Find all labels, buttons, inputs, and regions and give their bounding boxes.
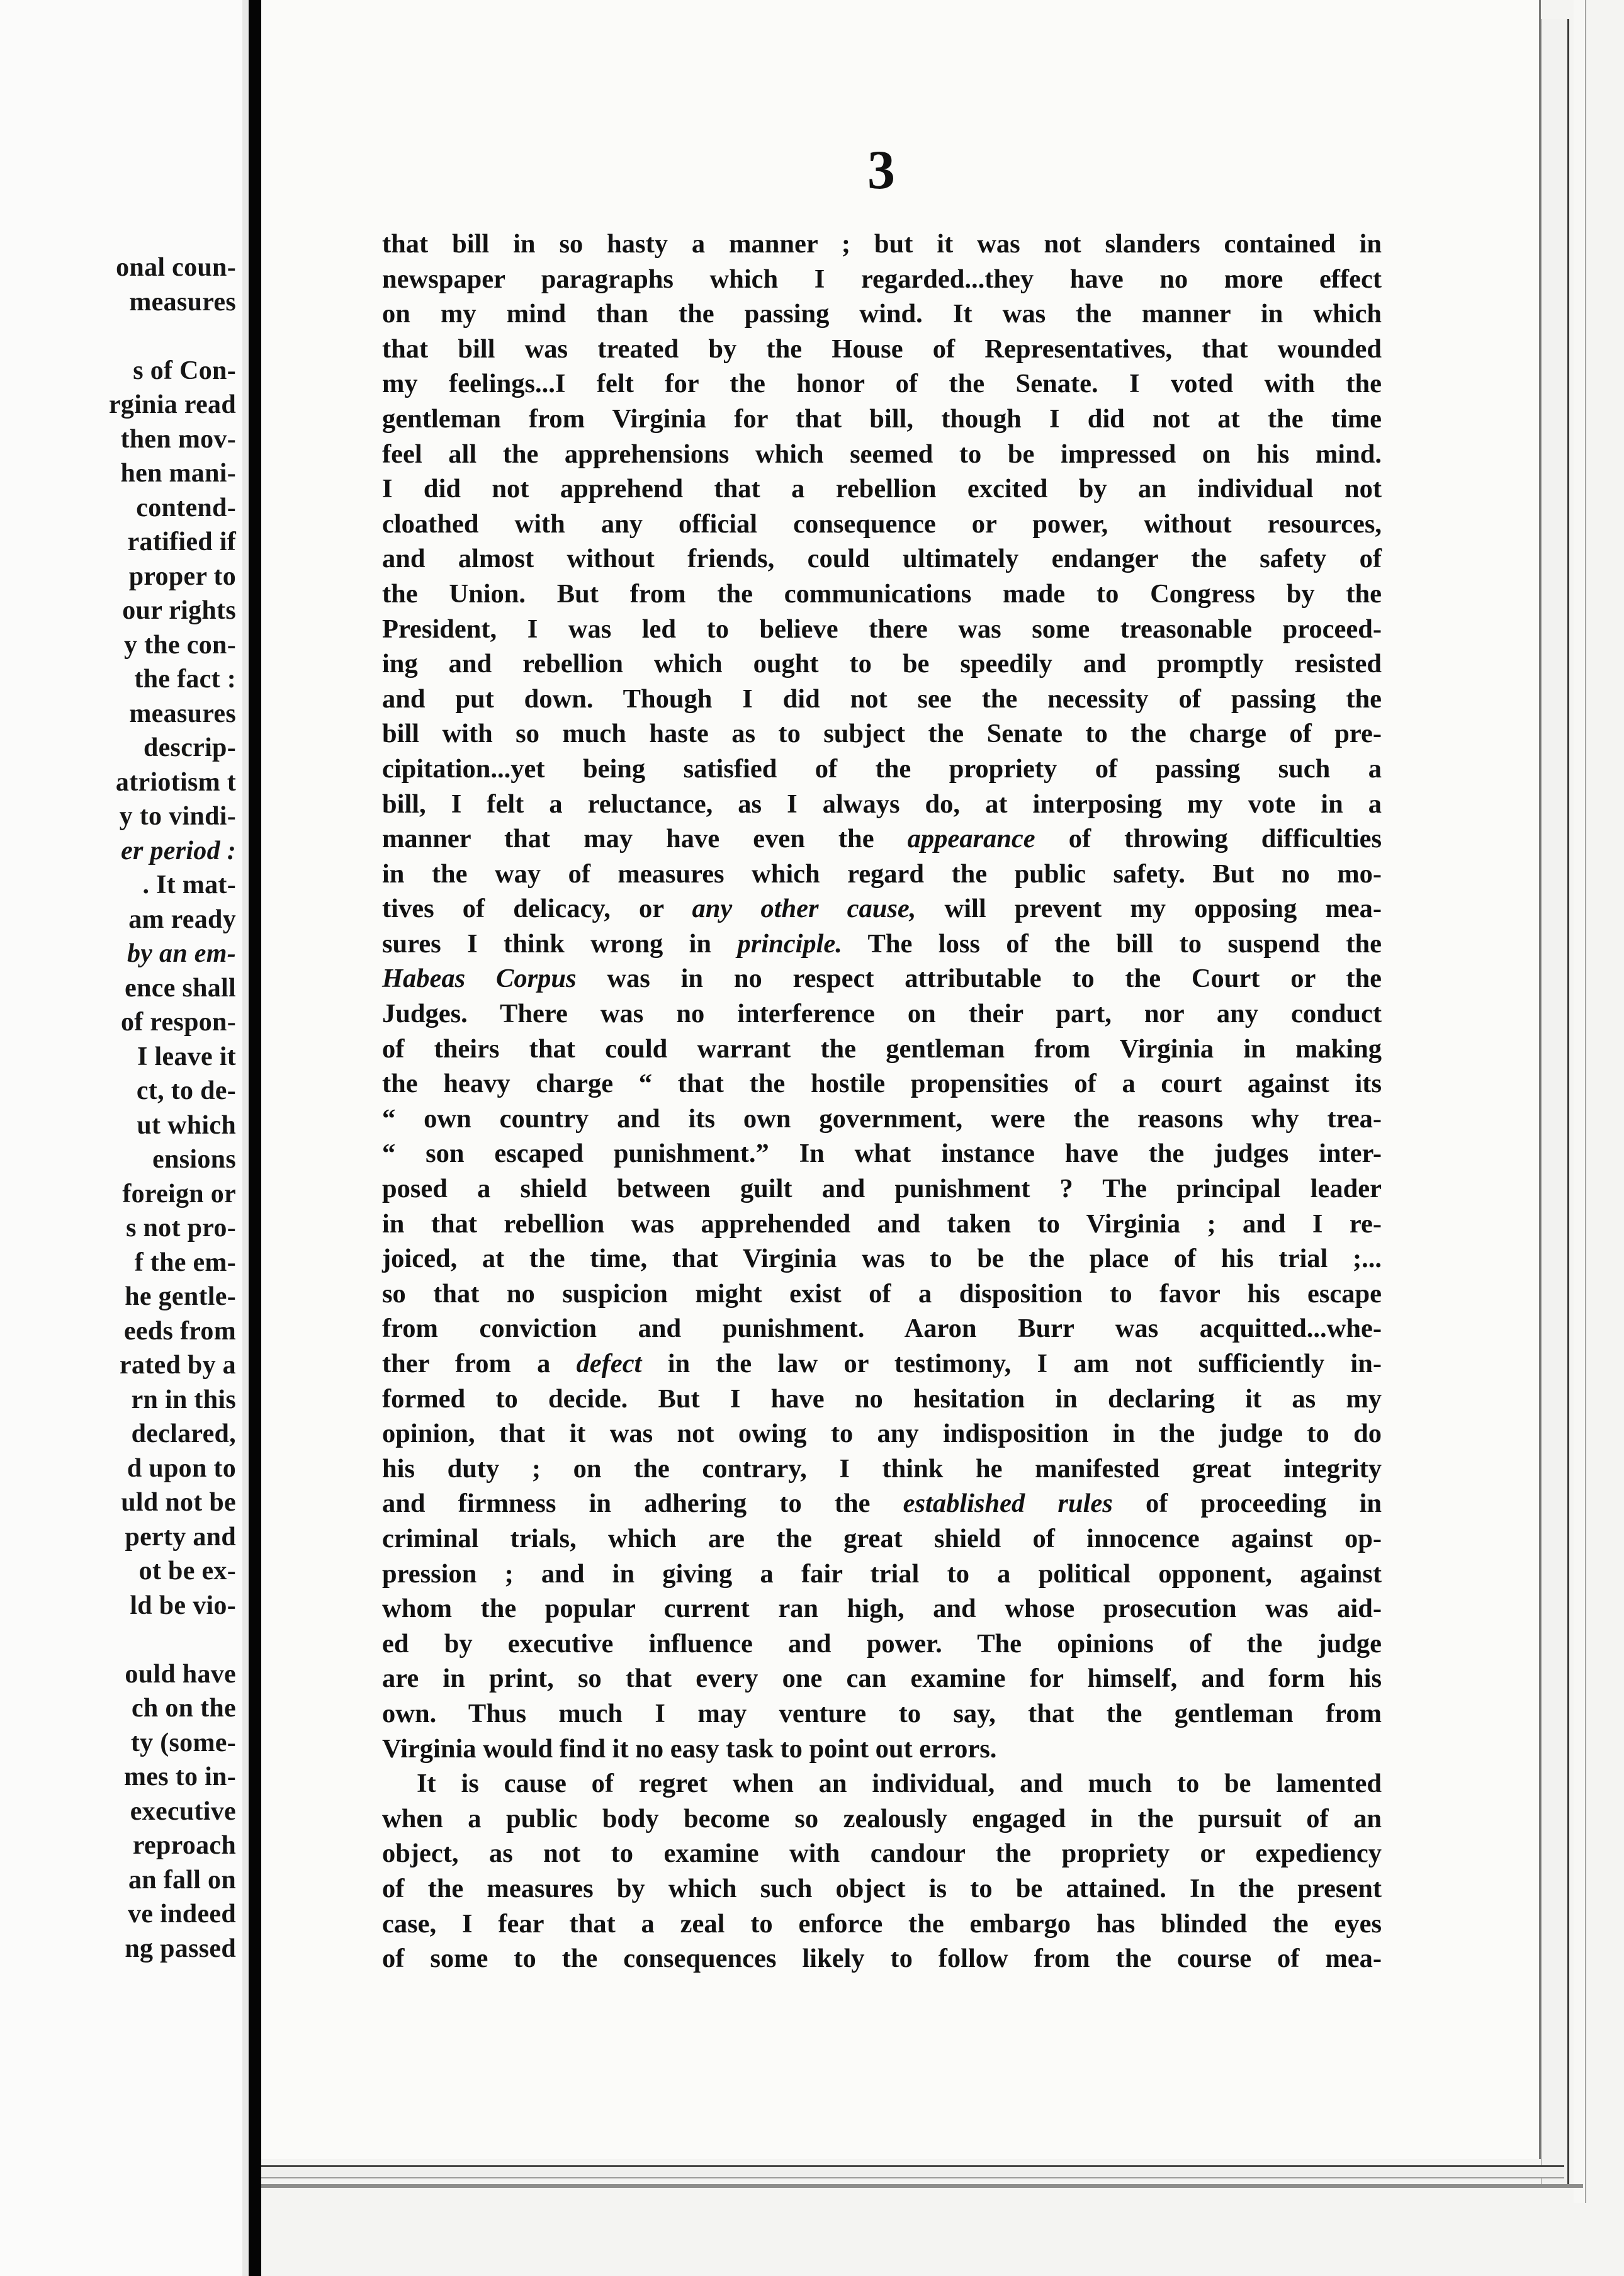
facing-page-line: of respon-: [120, 1008, 236, 1037]
text-run: feel all the apprehensions which seemed to be impressed on his mind.: [382, 439, 1382, 469]
text-line: [382, 1136, 1382, 1171]
text-line: [382, 1346, 1382, 1382]
text-line: [382, 1836, 1382, 1871]
facing-page-line: ut which: [137, 1110, 236, 1140]
facing-page-line: [0, 319, 236, 354]
facing-page-line: uld not be: [121, 1488, 236, 1517]
facing-page-line: hen mani-: [120, 459, 236, 488]
facing-page-line: ensions: [152, 1145, 236, 1174]
facing-page-line: er period :: [121, 836, 236, 865]
text-run: bill, I felt a reluctance, as I always do, at interposing my vote in a: [382, 789, 1382, 819]
page-number: 3: [867, 140, 895, 201]
text-run: cloathed with any official consequence or power, without resources,: [382, 509, 1382, 539]
facing-page-line: executive: [130, 1796, 236, 1826]
facing-page-line: am ready: [128, 904, 236, 934]
text-run: of the measures by which such object is to be attained. In the present: [382, 1873, 1382, 1903]
facing-page-line: by an em-: [127, 939, 236, 968]
facing-page-text: [0, 251, 236, 1966]
text-line: [382, 1871, 1382, 1907]
text-line: [382, 262, 1382, 297]
text-line: [382, 1486, 1382, 1521]
facing-page-line: the fact :: [134, 665, 236, 694]
text-run: opinion, that it was not owing to any indisposition in the judge to do: [382, 1419, 1382, 1449]
text-run: of throwing difficulties: [1035, 824, 1382, 854]
text-run: in the law or testimony, I am not sufficiently in-: [641, 1349, 1382, 1378]
facing-page-line: y to vindi-: [119, 802, 236, 831]
text-run: tives of delicacy, or: [382, 894, 692, 924]
text-run: “ son escaped punishment.” In what instance have the judges inter-: [382, 1139, 1382, 1169]
text-run: It is cause of regret when an individual, and much to be lamented: [417, 1769, 1382, 1799]
text-line: [382, 716, 1382, 752]
facing-page-line: ve indeed: [128, 1900, 236, 1929]
facing-page-line: declared,: [131, 1419, 236, 1448]
facing-page-line: he gentle-: [125, 1282, 236, 1311]
facing-page-line: foreign or: [122, 1179, 236, 1208]
facing-page-line: then mov-: [120, 424, 236, 454]
facing-page-line: y the con-: [124, 630, 236, 660]
text-line: [382, 1732, 1382, 1767]
text-line: [382, 1276, 1382, 1312]
text-run: in that rebellion was apprehended and taken to Virginia ; and I re-: [382, 1208, 1382, 1239]
facing-page-line: ty (some-: [130, 1728, 236, 1757]
text-line: [382, 1766, 1382, 1801]
facing-page-line: descrip-: [143, 733, 236, 762]
facing-page-line: ence shall: [125, 973, 236, 1003]
text-line: [382, 646, 1382, 682]
text-line: [382, 787, 1382, 822]
facing-page-line: ratified if: [127, 527, 236, 556]
text-run: cipitation...yet being satisfied of the propriety of passing such a: [382, 753, 1382, 784]
facing-page-line: . It mat-: [142, 870, 236, 899]
facing-page-line: ct, to de-: [136, 1076, 236, 1105]
italic-text-run: established rules: [903, 1489, 1113, 1519]
text-run: ing and rebellion which ought to be speedily and promptly resisted: [382, 649, 1382, 679]
facing-page-line: [0, 1623, 236, 1657]
text-run: manner that may have even the: [382, 824, 908, 854]
text-run: and put down. Though I did not see the necessity of passing the: [382, 684, 1382, 714]
text-line: [382, 821, 1382, 857]
text-line: [382, 1311, 1382, 1346]
text-run: gentleman from Virginia for that bill, though I did not at the time: [382, 403, 1382, 434]
text-line: [382, 1416, 1382, 1451]
text-line: [382, 1066, 1382, 1101]
text-line: [382, 1907, 1382, 1942]
text-run: posed a shield between guilt and punishment ? The principal leader: [382, 1174, 1382, 1204]
text-line: [382, 891, 1382, 927]
text-run: from conviction and punishment. Aaron Burr was acquitted...whe-: [382, 1314, 1382, 1344]
text-run: of some to the consequences likely to follow from the course of mea-: [382, 1944, 1382, 1974]
text-run: object, as not to examine with candour the propriety or expediency: [382, 1839, 1382, 1869]
text-line: [382, 1591, 1382, 1626]
text-run: own. Thus much I may venture to say, that the gentleman from: [382, 1698, 1382, 1728]
text-line: [382, 1521, 1382, 1557]
facing-page-line: onal coun-: [116, 253, 236, 282]
page-stack-bottom-outer: [261, 2184, 1583, 2188]
text-run: that bill in so hasty a manner ; but it was not slanders contained in: [382, 229, 1382, 259]
facing-page-line: measures: [129, 287, 236, 317]
facing-page-line: d upon to: [127, 1453, 236, 1483]
text-line: [382, 471, 1382, 507]
page-stack-bottom: [261, 2165, 1564, 2178]
text-run: Judges. There was no interference on their part, nor any conduct: [382, 999, 1382, 1029]
text-line: [382, 541, 1382, 577]
text-run: my feelings...I felt for the honor of the Senate. I voted with the: [382, 369, 1382, 399]
page-stack-edge: [1541, 19, 1569, 2184]
text-line: [382, 227, 1382, 262]
text-run: the heavy charge “ that the hostile propensities of a court against its: [382, 1069, 1382, 1099]
facing-page-line: an fall on: [128, 1865, 236, 1895]
text-line: [382, 437, 1382, 472]
facing-page-line: rginia read: [108, 390, 236, 419]
text-run: joiced, at the time, that Virginia was to be the place of his trial ;...: [382, 1244, 1382, 1274]
facing-page-line: rn in this: [131, 1385, 236, 1414]
facing-page-line: f the em-: [134, 1248, 236, 1277]
facing-page-line: contend-: [136, 493, 236, 522]
facing-page-line: mes to in-: [124, 1762, 236, 1791]
text-line: [382, 996, 1382, 1032]
text-line: [382, 1661, 1382, 1696]
facing-page-line: ld be vio-: [130, 1591, 236, 1620]
text-run: of proceeding in: [1112, 1489, 1382, 1519]
text-line: [382, 682, 1382, 717]
italic-text-run: defect: [576, 1349, 642, 1378]
text-line: [382, 1101, 1382, 1137]
text-line: [382, 1941, 1382, 1976]
text-run: The loss of the bill to suspend the: [842, 928, 1382, 959]
italic-text-run: principle.: [737, 928, 842, 959]
body-text: [382, 227, 1382, 1976]
facing-page-line: reproach: [132, 1831, 236, 1860]
text-run: on my mind than the passing wind. It was the manner in which: [382, 299, 1382, 329]
text-run: President, I was led to believe there was some treasonable proceed-: [382, 614, 1382, 644]
facing-page-line: ould have: [125, 1659, 236, 1689]
text-run: and almost without friends, could ultimately endanger the safety of: [382, 544, 1382, 574]
text-line: [382, 612, 1382, 647]
text-run: was in no respect attributable to the Court or the: [576, 964, 1382, 994]
text-line: [382, 1241, 1382, 1276]
text-run: his duty ; on the contrary, I think he manifested great integrity: [382, 1453, 1382, 1484]
text-run: that bill was treated by the House of Representatives, that wounded: [382, 334, 1382, 364]
text-run: newspaper paragraphs which I regarded...they have no more effect: [382, 264, 1382, 294]
text-run: I did not apprehend that a rebellion excited by an individual not: [382, 474, 1382, 504]
text-line: [382, 577, 1382, 612]
text-run: case, I fear that a zeal to enforce the embargo has blinded the eyes: [382, 1908, 1382, 1939]
text-run: ed by executive influence and power. The opinions of the judge: [382, 1628, 1382, 1659]
facing-page-line: eeds from: [123, 1316, 236, 1346]
facing-page-left: [0, 0, 244, 2276]
text-line: [382, 402, 1382, 437]
text-line: [382, 1451, 1382, 1487]
text-line: [382, 1626, 1382, 1662]
text-line: [382, 366, 1382, 402]
facing-page-line: I leave it: [137, 1042, 236, 1071]
facing-page-line: rated by a: [120, 1351, 236, 1380]
text-run: and firmness in adhering to the: [382, 1489, 903, 1519]
text-run: formed to decide. But I have no hesitation in declaring it as my: [382, 1383, 1382, 1414]
text-run: pression ; and in giving a fair trial to a political opponent, against: [382, 1558, 1382, 1589]
text-run: when a public body become so zealously engaged in the pursuit of an: [382, 1803, 1382, 1834]
text-line: [382, 507, 1382, 542]
facing-page-line: perty and: [125, 1522, 236, 1552]
text-line: [382, 1032, 1382, 1067]
text-run: of theirs that could warrant the gentleman from Virginia in making: [382, 1034, 1382, 1064]
text-run: “ own country and its own government, were the reasons why trea-: [382, 1103, 1382, 1134]
text-run: criminal trials, which are the great shield of innocence against op-: [382, 1523, 1382, 1553]
text-line: [382, 927, 1382, 962]
facing-page-line: s of Con-: [133, 356, 236, 385]
facing-page-line: ot be ex-: [138, 1557, 236, 1586]
italic-text-run: appearance: [907, 824, 1035, 854]
page-stack-edge-outer: [1574, 0, 1586, 2203]
text-run: whom the popular current ran high, and whose prosecution was aid-: [382, 1594, 1382, 1624]
text-line: [382, 1171, 1382, 1207]
text-run: the Union. But from the communications made to Congress by the: [382, 578, 1382, 609]
facing-page-line: ch on the: [131, 1694, 236, 1723]
facing-page-line: atriotism t: [115, 767, 236, 797]
text-line: [382, 961, 1382, 996]
text-run: so that no suspicion might exist of a disposition to favor his escape: [382, 1278, 1382, 1309]
text-line: [382, 1696, 1382, 1732]
text-run: sures I think wrong in: [382, 928, 738, 959]
facing-page-line: s not pro-: [126, 1214, 236, 1242]
facing-page-line: ng passed: [125, 1934, 236, 1963]
text-run: are in print, so that every one can examine for himself, and form his: [382, 1664, 1382, 1694]
text-run: bill with so much haste as to subject the Senate to the charge of pre-: [382, 719, 1382, 749]
text-line: [382, 857, 1382, 892]
text-run: ther from a: [382, 1349, 577, 1378]
facing-page-line: proper to: [128, 561, 236, 591]
book-gutter: [249, 0, 261, 2276]
text-line: [382, 752, 1382, 787]
italic-text-run: any other cause,: [692, 894, 916, 924]
text-line: [382, 1801, 1382, 1837]
text-line: [382, 1207, 1382, 1242]
facing-page-line: our rights: [122, 596, 236, 625]
italic-text-run: Habeas Corpus: [382, 964, 577, 994]
text-line: [382, 1557, 1382, 1592]
text-run: Virginia would find it no easy task to point out errors.: [382, 1733, 997, 1764]
text-line: [382, 332, 1382, 367]
text-run: will prevent my opposing mea-: [916, 894, 1382, 924]
text-line: [382, 1382, 1382, 1417]
text-run: in the way of measures which regard the public safety. But no mo-: [382, 859, 1382, 889]
text-line: [382, 296, 1382, 332]
facing-page-line: measures: [129, 699, 236, 728]
